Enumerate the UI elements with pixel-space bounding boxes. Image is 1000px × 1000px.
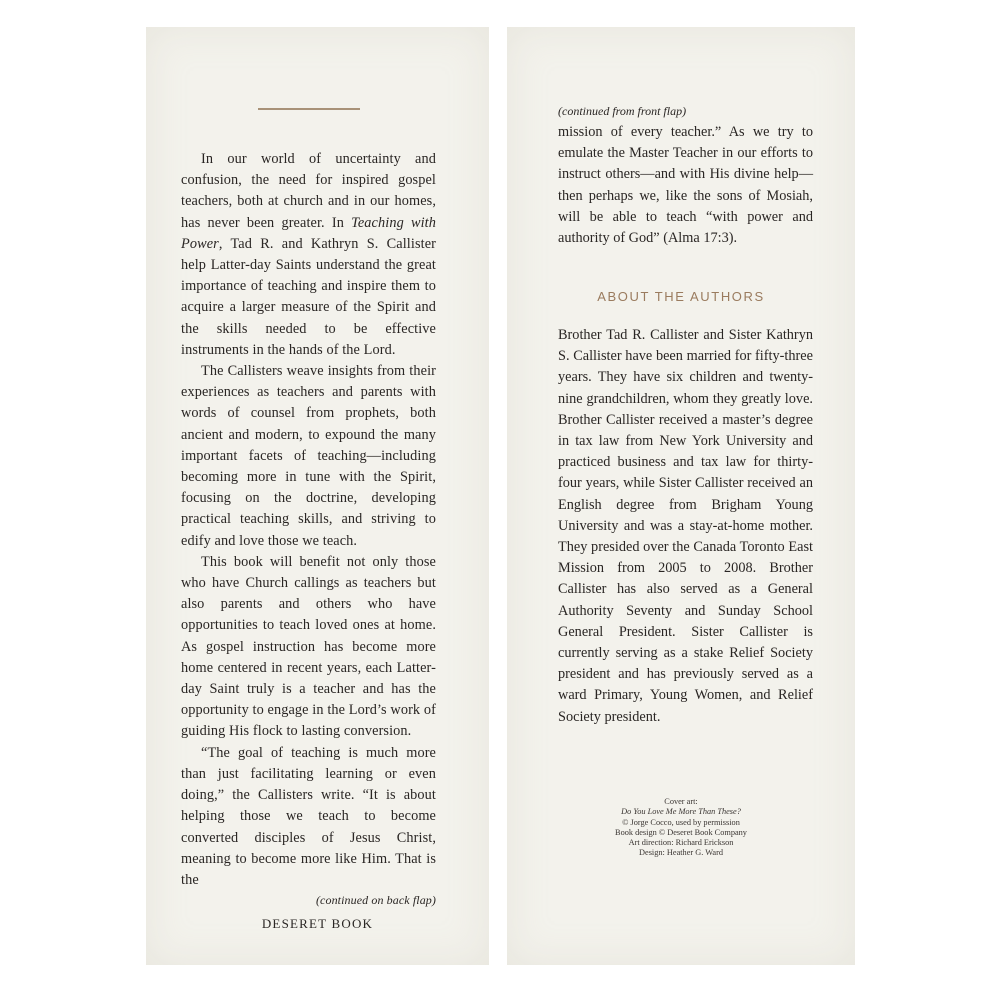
about-paragraph: Brother Tad R. Callister and Sister Kathryn S. Callister have been married for fifty-three years. They have six children and twenty-nine grandchildren, whom they greatly love. Brother Callister received a master’s degree in tax law from New York University and practiced business and tax law for thirty-four years, while Sister Callister received an English degree from Brigham Young University and was a stay-at-home mother. They presided over the Canada Toronto East Mission from 2005 to 2008. Brother Callister has also served as a General Authority Seventy and Sunday School General President. Sister Callister is currently serving as a stake Relief Society president and has previously served as a ward Primary, Young Women, and Relief Society president.	[558, 327, 813, 725]
continued-on-back-note: (continued on back flap)	[315, 893, 436, 908]
continuation-paragraph: mission of every teacher.” As we try to emulate the Master Teacher in our efforts to instruct others—and with His divine help—then perhaps we, like the sons of Mosiah, will be able to teach “with power and authority of God” (Alma 17:3).	[558, 124, 813, 247]
book-design-credit: Book design © Deseret Book Company	[615, 827, 747, 837]
publisher-imprint: DESERET BOOK	[261, 916, 374, 931]
cover-art-label: Cover art:	[664, 797, 698, 806]
about-authors-heading: ABOUT THE AUTHORS	[597, 289, 765, 304]
front-paragraph-2: The Callisters weave insights from their experiences as teachers and parents with words of counsel from prophets, both ancient and modern, to expound the many important facets of teaching—including becoming more in tune with the Spirit, focusing on the doctrine, developing practical teaching skills, and striving to edify and love those we teach.	[181, 363, 436, 549]
art-credit: © Jorge Cocco, used by permission	[622, 817, 740, 827]
design-credit: Design: Heather G. Ward	[639, 848, 723, 858]
decorative-rule	[258, 108, 360, 110]
front-flap-text	[181, 149, 436, 909]
front-paragraph-3: This book will benefit not only those who have Church callings as teachers but also parents and others who have opportunities to teach loved ones at home. As gospel instruction has become more home centered in recent years, each Latter-day Saint truly is a teacher and has the opportunity to engage in the Lord’s work of guiding His flock to lasting conversion.	[181, 553, 436, 740]
front-paragraph-1: In our world of uncertainty and confusion, the need for inspired gospel teachers, both at church and in our homes, has never been greater. In Teaching with Power, Tad R. and Kathryn S. Callister help Latter-day Saints understand the great importance of teaching and inspire them to acquire a larger measure of the Spirit and the skills needed to be effective instruments in the hands of the Lord.	[181, 151, 436, 358]
cover-credits	[507, 797, 855, 859]
back-continuation-text	[558, 122, 813, 249]
back-flap	[507, 27, 855, 965]
about-authors-text	[558, 325, 813, 728]
front-flap	[146, 27, 489, 965]
continued-from-front-note: (continued from front flap)	[558, 104, 687, 118]
book-title-italic: Teaching with Power	[181, 214, 436, 252]
front-paragraph-4: “The goal of teaching is much more than just facilitating learning or even doing,” the Callisters write. “It is about helping those we teach to become converted disciples of Jesus Christ, meaning to become more like Him. That is the	[181, 744, 436, 888]
art-direction-credit: Art direction: Richard Erickson	[628, 838, 734, 848]
artwork-title: Do You Love Me More Than These?	[621, 807, 741, 817]
